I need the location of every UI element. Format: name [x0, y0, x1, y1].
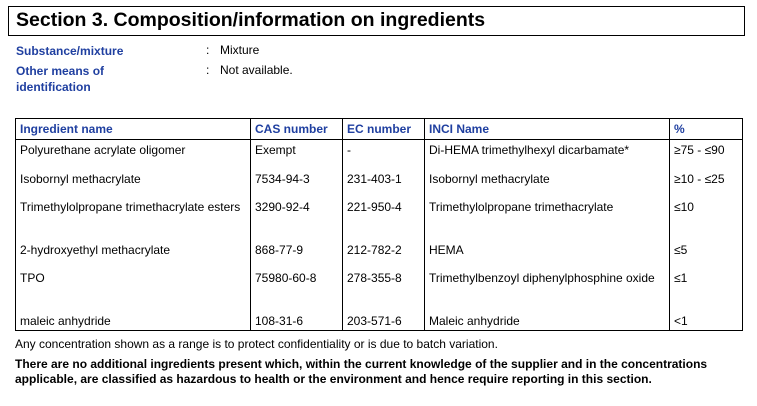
percent-cell: ≤10 [670, 197, 743, 240]
table-row [16, 240, 743, 268]
cas-number-cell: 75980-60-8 [251, 268, 343, 311]
column-header-percent: % [670, 119, 743, 140]
substance-mixture-label: Substance/mixture [16, 44, 124, 58]
percent-cell: <1 [670, 311, 743, 331]
ingredients-table [15, 118, 743, 331]
column-header-cas-number: CAS number [251, 119, 343, 140]
inci-name-cell: HEMA [425, 240, 670, 268]
cas-number-cell: 108-31-6 [251, 311, 343, 331]
other-means-label: Other means of identification [16, 64, 105, 94]
concentration-footnote: Any concentration shown as a range is to protect confidentiality or is due to batch variation. [15, 337, 498, 351]
ingredient-name-cell: 2-hydroxyethyl methacrylate [16, 240, 251, 268]
ec-number-cell: 278-355-8 [343, 268, 425, 311]
inci-name-cell: Trimethylbenzoyl diphenylphosphine oxide [425, 268, 670, 311]
ingredient-name-cell: TPO [16, 268, 251, 311]
inci-name-cell: Maleic anhydride [425, 311, 670, 331]
other-means-value: Not available. [220, 63, 293, 77]
column-header-ingredient-name: Ingredient name [16, 119, 251, 140]
percent-cell: ≥75 - ≤90 [670, 140, 743, 169]
percent-cell: ≥10 - ≤25 [670, 169, 743, 197]
ingredient-name-cell: Isobornyl methacrylate [16, 169, 251, 197]
colon-separator: : [206, 63, 210, 77]
table-row [16, 169, 743, 197]
table-row [16, 268, 743, 311]
percent-cell: ≤5 [670, 240, 743, 268]
cas-number-cell: 868-77-9 [251, 240, 343, 268]
ec-number-cell: 212-782-2 [343, 240, 425, 268]
additional-ingredients-statement: There are no additional ingredients present which, within the current knowledge of the supplier and in the concentrations applicable, are classified as hazardous to health or the environment and hence require reporting in this section. [15, 357, 708, 386]
table-row [16, 140, 743, 169]
table-header-row [16, 119, 743, 140]
cas-number-cell: Exempt [251, 140, 343, 169]
column-header-ec-number: EC number [343, 119, 425, 140]
inci-name-cell: Trimethylolpropane trimethacrylate [425, 197, 670, 240]
section-title: Section 3. Composition/information on ingredients [16, 9, 486, 31]
ingredient-name-cell: Trimethylolpropane trimethacrylate esters [16, 197, 251, 240]
ec-number-cell: 231-403-1 [343, 169, 425, 197]
inci-name-cell: Di-HEMA trimethylhexyl dicarbamate* [425, 140, 670, 169]
ingredient-name-cell: maleic anhydride [16, 311, 251, 331]
ec-number-cell: - [343, 140, 425, 169]
ingredient-name-cell: Polyurethane acrylate oligomer [16, 140, 251, 169]
substance-mixture-value: Mixture [220, 43, 260, 57]
ec-number-cell: 203-571-6 [343, 311, 425, 331]
inci-name-cell: Isobornyl methacrylate [425, 169, 670, 197]
percent-cell: ≤1 [670, 268, 743, 311]
colon-separator: : [206, 43, 210, 57]
ec-number-cell: 221-950-4 [343, 197, 425, 240]
column-header-inci-name: INCI Name [425, 119, 670, 140]
table-row [16, 311, 743, 331]
section-header [8, 6, 745, 36]
cas-number-cell: 3290-92-4 [251, 197, 343, 240]
table-row [16, 197, 743, 240]
cas-number-cell: 7534-94-3 [251, 169, 343, 197]
